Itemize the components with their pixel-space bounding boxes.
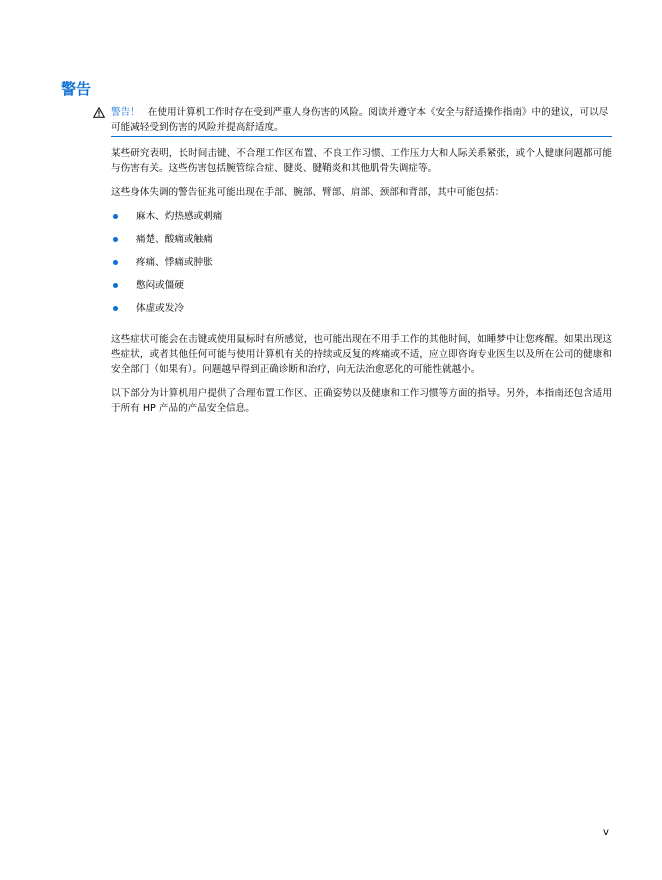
- list-item-text: 痛楚、酸痛或触痛: [136, 234, 213, 245]
- list-item-text: 体虚或发冷: [136, 303, 184, 314]
- list-item-text: 憋闷或僵硬: [136, 280, 184, 291]
- page-number: v: [603, 827, 609, 838]
- bullet-dot-icon: [113, 260, 118, 265]
- document-body: [111, 105, 612, 425]
- list-item: [111, 232, 612, 255]
- paragraph-consult: 这些症状可能会在击键或使用鼠标时有所感觉，也可能出现在不用手工作的其他时间，如睡梦中让您疼醒。如果出现这些症状，或者其他任何可能与使用计算机有关的持续或反复的疼痛或不适，应立即咨询专业医生以及所在公司的健康和安全部门（如果有）。问题越早得到正确诊断和治疗，向无法治愈恶化的可能性就越小。: [111, 334, 612, 375]
- list-item: [111, 255, 612, 278]
- warning-label: 警告！: [111, 107, 140, 118]
- bullet-dot-icon: [113, 214, 118, 219]
- list-item-text: 麻木、灼热感或刺痛: [136, 211, 223, 222]
- list-item-text: 疼痛、悸痛或肿胀: [136, 257, 213, 268]
- warning-triangle-icon: [93, 107, 105, 118]
- symptom-list: [111, 209, 612, 324]
- warning-notice: [111, 105, 612, 137]
- list-item: [111, 301, 612, 324]
- bullet-dot-icon: [113, 237, 118, 242]
- paragraph-symptoms-intro: 这些身体失调的警告征兆可能出现在手部、腕部、臂部、肩部、颈部和背部，其中可能包括：: [111, 187, 505, 198]
- paragraph-research: 某些研究表明，长时间击键、不合理工作区布置、不良工作习惯、工作压力大和人际关系紧张，或个人健康问题都可能与伤害有关。这些伤害包括腕管综合症、腱炎、腱鞘炎和其他肌骨失调症等。: [111, 148, 612, 174]
- list-item: [111, 209, 612, 232]
- bullet-dot-icon: [113, 306, 118, 311]
- list-item: [111, 278, 612, 301]
- section-heading: 警告: [61, 80, 92, 98]
- warning-text: 在使用计算机工作时存在受到严重人身伤害的风险。阅读并遵守本《安全与舒适操作指南》中的建议，可以尽可能减轻受到伤害的风险并提高舒适度。: [111, 107, 609, 133]
- bullet-dot-icon: [113, 283, 118, 288]
- paragraph-guide-overview: 以下部分为计算机用户提供了合理布置工作区、正确姿势以及健康和工作习惯等方面的指导。另外，本指南还包含适用于所有 HP 产品的产品安全信息。: [111, 388, 612, 414]
